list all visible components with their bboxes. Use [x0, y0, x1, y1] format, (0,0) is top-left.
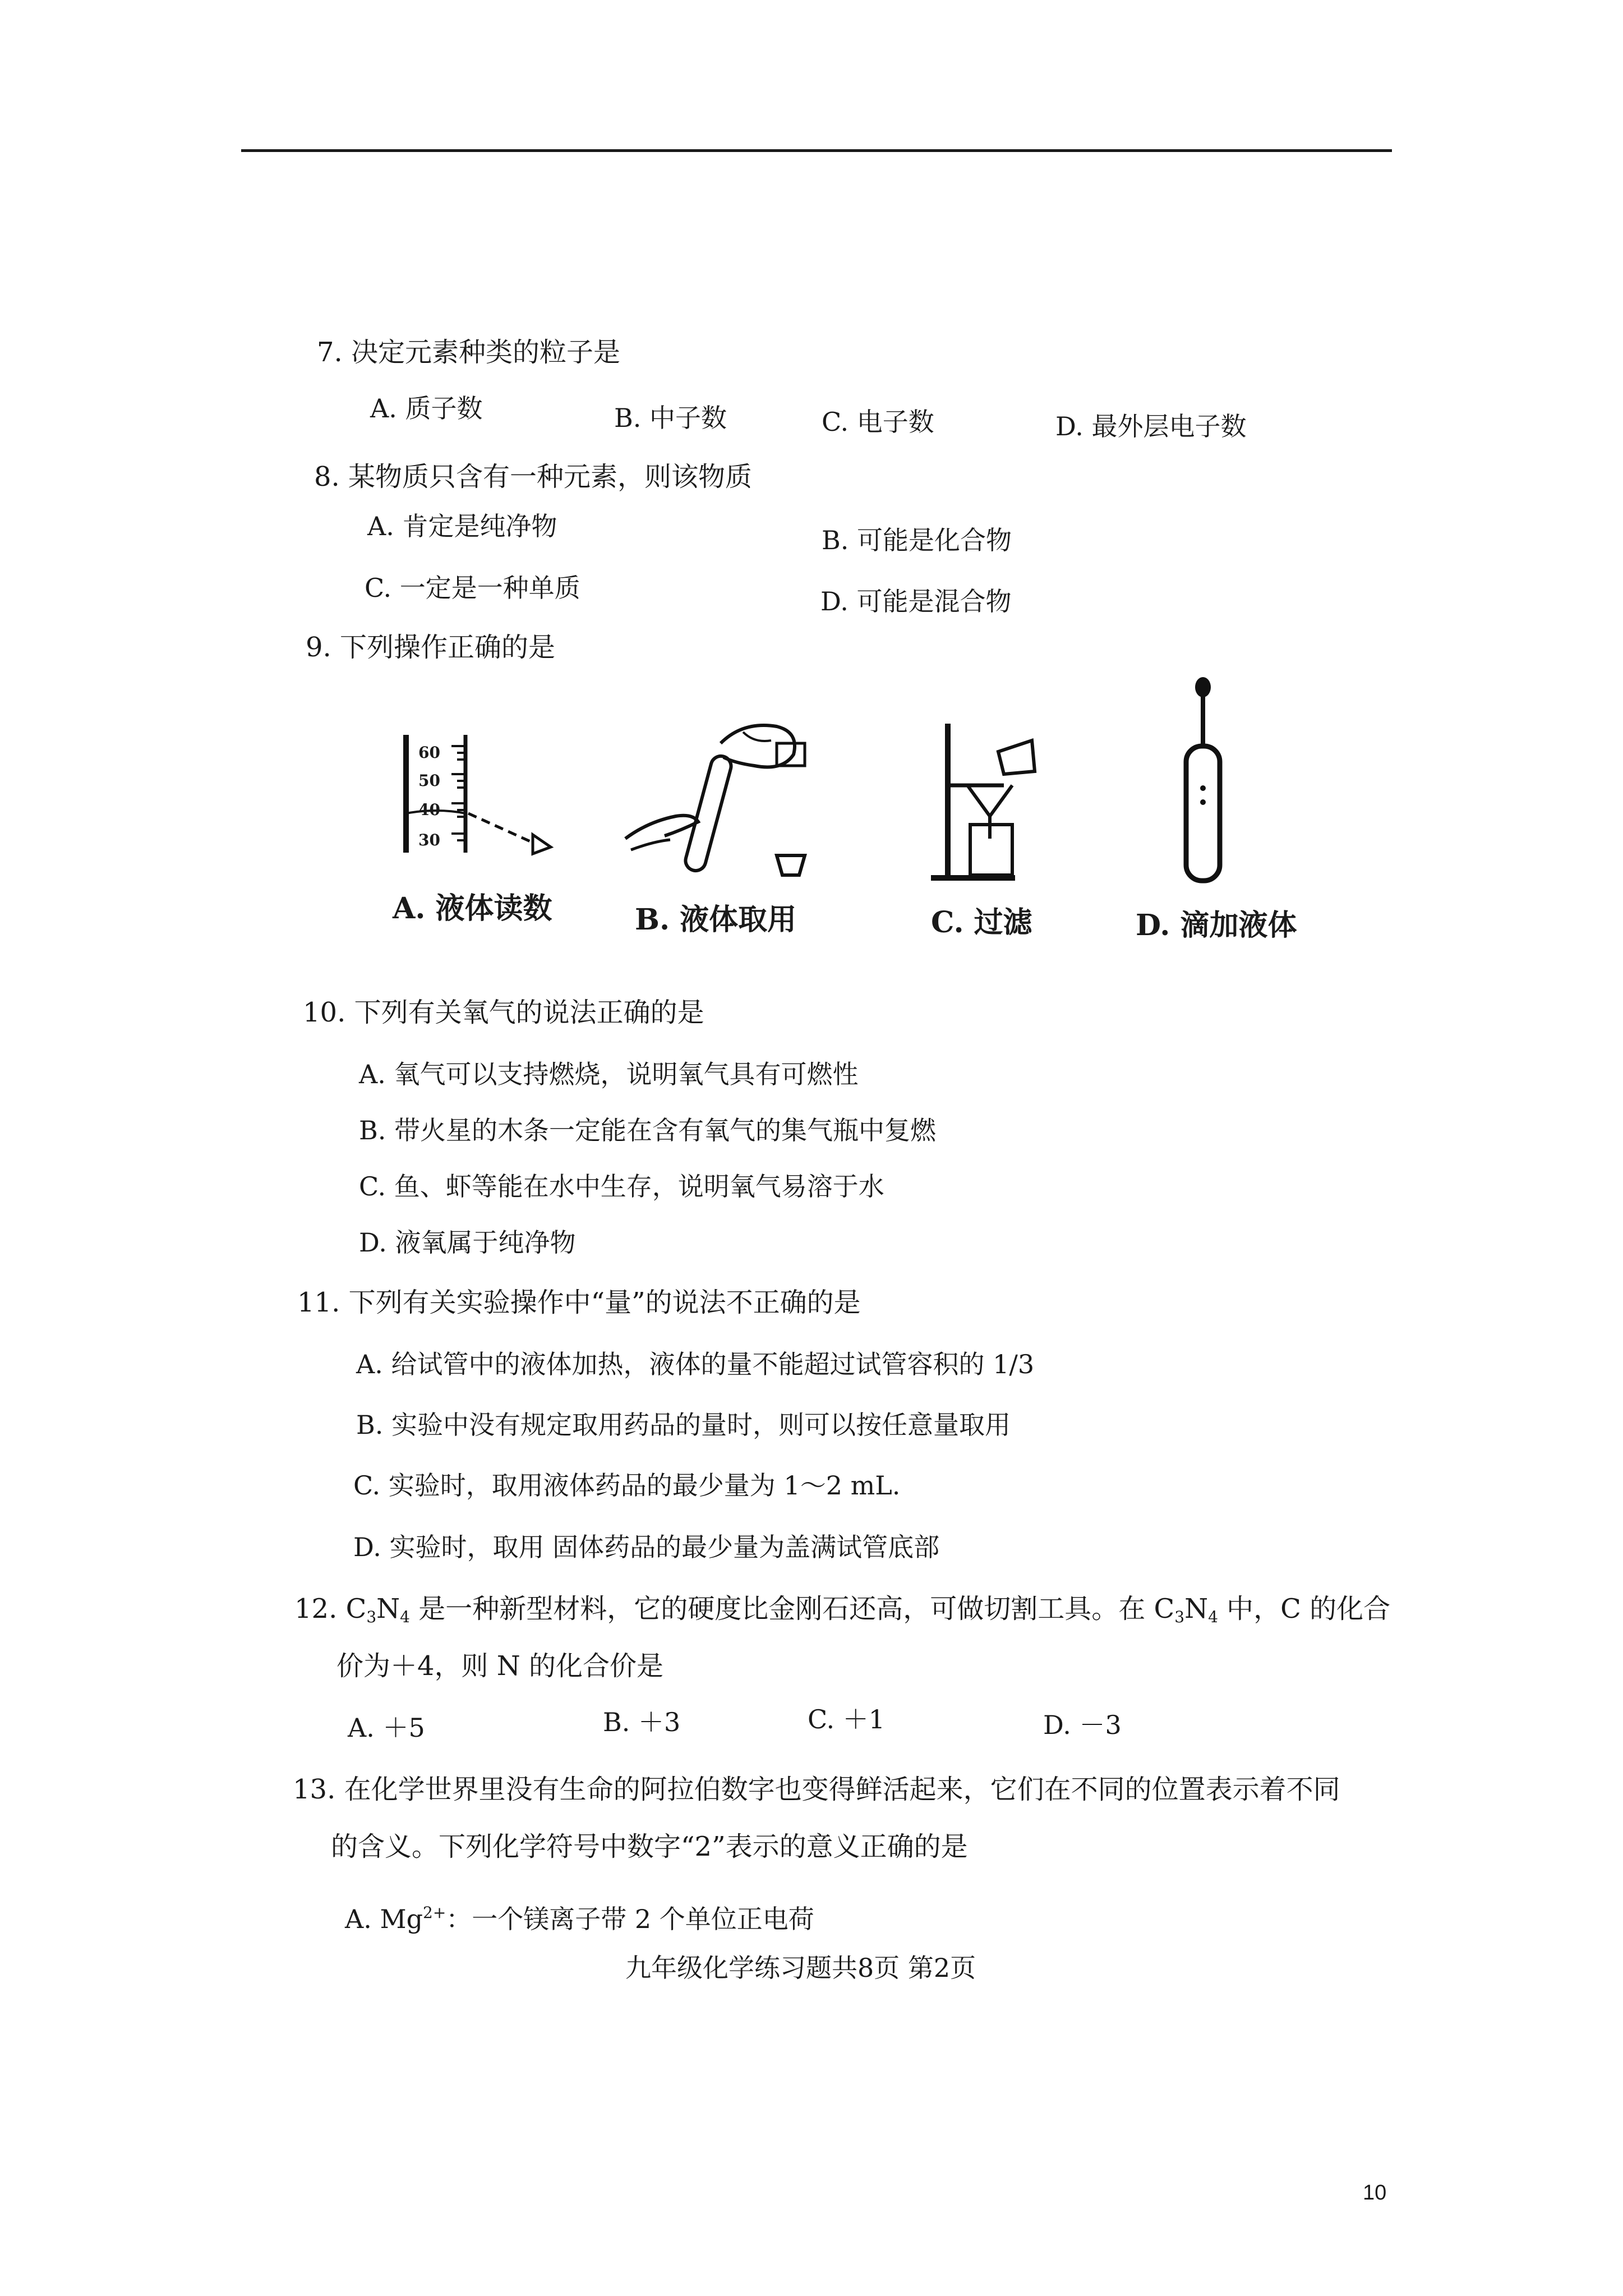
- q7-option-d: D. 最外层电子数: [1055, 411, 1247, 441]
- formula-c3n4-inline: $C_3N_4$: [1154, 1593, 1218, 1626]
- filtration-figure: [925, 718, 1054, 886]
- q8-option-a: A. 肯定是纯净物: [367, 511, 557, 541]
- q9-option-a: A. 液体读数: [393, 891, 552, 926]
- q7-option-c: C. 电子数: [822, 407, 934, 437]
- q13-line2: 的含义。下列化学符号中数字“2”表示的意义正确的是: [331, 1831, 968, 1862]
- q7-stem: 7. 决定元素种类的粒子是: [317, 337, 621, 368]
- q8-option-b: B. 可能是化合物: [822, 525, 1012, 555]
- q11-stem: 11. 下列有关实验操作中“量”的说法不正确的是: [297, 1287, 861, 1318]
- page-number: 10: [1363, 2181, 1387, 2205]
- formula-c3n4: $C_3N_4$: [345, 1593, 410, 1626]
- q11-option-d: D. 实验时，取用 固体药品的最少量为盖满试管底部: [353, 1532, 940, 1562]
- q13-option-a: A. $Mg^{2+}$：一个镁离子带 2 个单位正电荷: [345, 1903, 814, 1934]
- q12-option-a: A. ＋5: [348, 1713, 425, 1743]
- q12-option-c: C. ＋1: [808, 1704, 886, 1734]
- q12-option-d: D. －3: [1043, 1710, 1122, 1740]
- q10-option-b: B. 带火星的木条一定能在含有氧气的集气瓶中复燃: [359, 1115, 937, 1145]
- q9-option-c: C. 过滤: [931, 905, 1032, 940]
- q12-option-b: B. ＋3: [603, 1707, 681, 1737]
- q11-option-b: B. 实验中没有规定取用药品的量时，则可以按任意量取用: [356, 1410, 1011, 1440]
- q11-option-a: A. 给试管中的液体加热，液体的量不能超过试管容积的 1/3: [356, 1349, 1035, 1379]
- scale-tick-40: 40: [418, 800, 440, 819]
- q11-option-c: C. 实验时，取用液体药品的最少量为 1～2 mL.: [353, 1470, 901, 1501]
- dropper-figure: [1169, 673, 1237, 886]
- header-rule: [241, 149, 1392, 152]
- q9-option-d: D. 滴加液体: [1136, 908, 1297, 942]
- q10-option-c: C. 鱼、虾等能在水中生存，说明氧气易溶于水: [359, 1171, 884, 1202]
- q8-option-d: D. 可能是混合物: [820, 586, 1012, 616]
- scale-tick-60: 60: [418, 743, 440, 762]
- q7-option-b: B. 中子数: [614, 403, 727, 433]
- q10-option-d: D. 液氧属于纯净物: [359, 1227, 576, 1258]
- q12-number: 12.: [294, 1593, 338, 1625]
- q10-option-a: A. 氧气可以支持燃烧，说明氧气具有可燃性: [359, 1059, 859, 1089]
- q12-line1: 12. $C_3N_4$ 是一种新型材料，它的硬度比金刚石还高，可做切割工具。在 $C_3N_4$ 中，C 的化合: [294, 1593, 1391, 1626]
- page-footer: 九年级化学练习题共8页 第2页: [625, 1953, 976, 1983]
- q12-line2: 价为＋4，则 N 的化合价是: [336, 1650, 664, 1682]
- q7-option-a: A. 质子数: [370, 393, 483, 424]
- q9-option-b: B. 液体取用: [635, 903, 797, 937]
- q9-stem: 9. 下列操作正确的是: [306, 632, 556, 663]
- scale-tick-30: 30: [418, 831, 440, 849]
- scale-tick-50: 50: [418, 771, 440, 790]
- q8-stem: 8. 某物质只含有一种元素，则该物质: [314, 461, 753, 493]
- liquid-pouring-figure: [614, 710, 827, 889]
- q10-stem: 10. 下列有关氧气的说法正确的是: [303, 997, 704, 1028]
- q13-line1: 13. 在化学世界里没有生命的阿拉伯数字也变得鲜活起来，它们在不同的位置表示着不同: [293, 1774, 1340, 1805]
- q8-option-c: C. 一定是一种单质: [365, 573, 580, 603]
